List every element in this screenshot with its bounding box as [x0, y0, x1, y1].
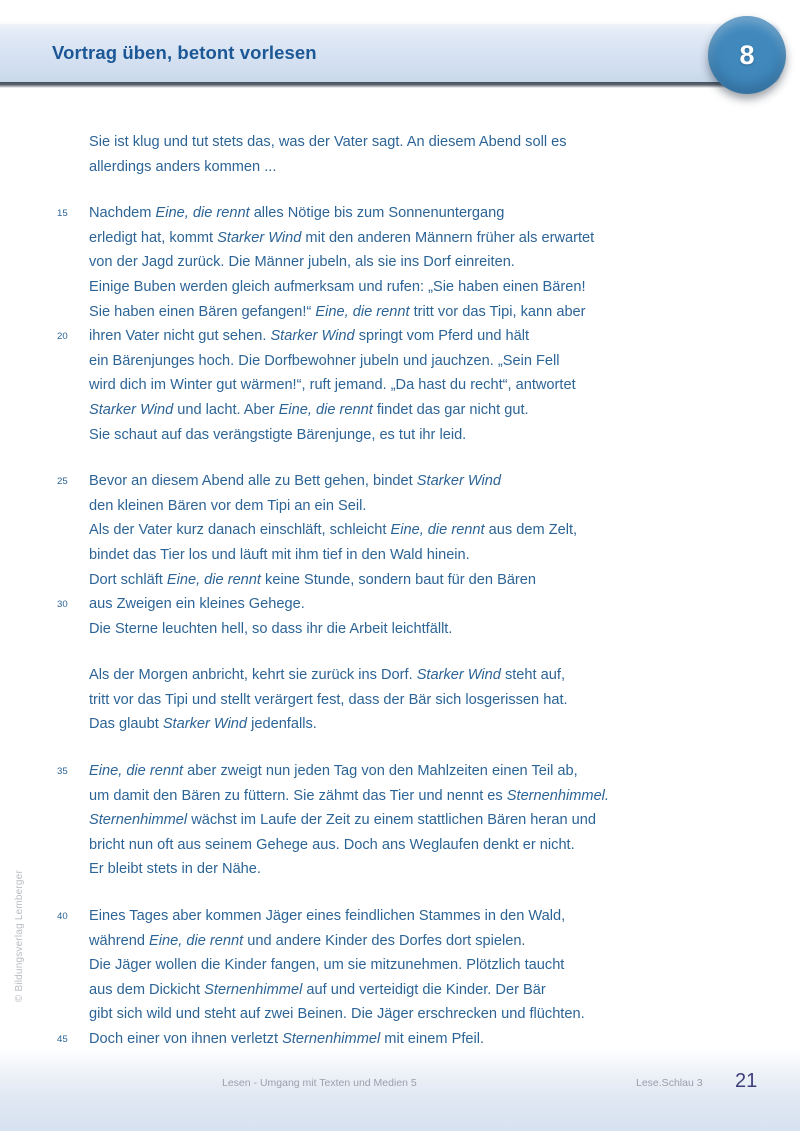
text-segment: wird dich im Winter gut wärmen!“, ruft jemand. „Da hast du recht“, antwortet: [89, 377, 576, 394]
text-segment: Als der Vater kurz danach einschläft, schleicht: [89, 522, 391, 539]
text-paragraph: [0, 663, 800, 737]
footer-band: [0, 1048, 800, 1131]
text-segment: Eines Tages aber kommen Jäger eines feindlichen Stammes in den Wald,: [89, 908, 566, 925]
text-segment: ein Bärenjunges hoch. Die Dorfbewohner jubeln und jauchzen. „Sein Fell: [89, 352, 560, 369]
text-line: [0, 784, 800, 809]
text-paragraph: [0, 201, 800, 447]
text-segment: Dort schläft: [89, 571, 167, 588]
text-line: [0, 592, 800, 617]
text-segment: springt vom Pferd und hält: [354, 328, 530, 345]
text-paragraph: [0, 130, 800, 179]
text-segment: Sie ist klug und tut stets das, was der Vater sagt. An diesem Abend soll es: [89, 134, 567, 150]
text-line: [0, 226, 800, 251]
text-line: [0, 373, 800, 398]
text-line: [0, 130, 800, 155]
line-number: 45: [57, 1034, 68, 1045]
text-line: [0, 275, 800, 300]
text-segment: Nachdem: [89, 205, 156, 222]
emphasized-name: Sternenhimmel: [89, 812, 188, 829]
reading-text-body: [0, 130, 800, 1052]
emphasized-name: Sternenhimmel.: [506, 787, 609, 804]
emphasized-name: Eine, die rennt: [149, 932, 244, 949]
text-segment: Sie haben einen Bären gefangen!“: [89, 303, 316, 320]
text-line: [0, 568, 800, 593]
text-segment: Er bleibt stets in der Nähe.: [89, 861, 261, 878]
text-segment: aus Zweigen ein kleines Gehege.: [89, 596, 305, 613]
text-line: [0, 808, 800, 833]
text-segment: Einige Buben werden gleich aufmerksam und rufen: „Sie haben einen Bären!: [89, 278, 586, 295]
text-line: [0, 300, 800, 325]
emphasized-name: Starker Wind: [217, 229, 302, 246]
text-line: [0, 688, 800, 713]
text-segment: allerdings anders kommen ...: [89, 158, 277, 175]
page-title: Vortrag üben, betont vorlesen: [52, 42, 317, 63]
text-line: [0, 423, 800, 448]
emphasized-name: Eine, die rennt: [155, 205, 250, 222]
text-paragraph: [0, 469, 800, 641]
line-number: 35: [57, 766, 68, 778]
header-shadow-line: [0, 82, 752, 88]
text-segment: mit den anderen Männern früher als erwartet: [301, 229, 595, 246]
text-paragraph: [0, 759, 800, 882]
text-line: [0, 494, 800, 519]
text-line: [0, 904, 800, 929]
text-segment: gibt sich wild und steht auf zwei Beinen. Die Jäger erschrecken und flüchten.: [89, 1006, 585, 1023]
text-line: [0, 398, 800, 423]
text-segment: mit einem Pfeil.: [380, 1031, 485, 1047]
text-segment: alles Nötige bis zum Sonnenuntergang: [249, 205, 505, 222]
emphasized-name: Sternenhimmel: [282, 1031, 381, 1047]
line-number: 20: [57, 331, 68, 343]
page-header: [0, 22, 800, 84]
text-line: [0, 1002, 800, 1027]
emphasized-name: Eine, die rennt: [166, 571, 261, 588]
emphasized-name: Eine, die rennt: [89, 763, 184, 780]
text-line: [0, 833, 800, 858]
text-line: [0, 324, 800, 349]
text-segment: aus dem Dickicht: [89, 981, 205, 998]
text-line: [0, 201, 800, 226]
emphasized-name: Starker Wind: [416, 667, 501, 684]
text-line: [0, 663, 800, 688]
text-segment: bricht nun oft aus seinem Gehege aus. Doch ans Weglaufen denkt er nicht.: [89, 836, 575, 853]
copyright-notice: © Bildungsverlag Lemberger: [14, 870, 25, 1003]
text-line: [0, 617, 800, 642]
text-segment: Sie schaut auf das verängstigte Bärenjunge, es tut ihr leid.: [89, 426, 467, 443]
text-segment: aus dem Zelt,: [484, 522, 578, 539]
line-number: 30: [57, 599, 68, 611]
emphasized-name: Eine, die rennt: [315, 303, 410, 320]
text-line: [0, 250, 800, 275]
footer-series-label: Lese.Schlau 3: [636, 1077, 703, 1089]
text-segment: Die Sterne leuchten hell, so dass ihr die Arbeit leichtfällt.: [89, 620, 453, 637]
text-segment: auf und verteidigt die Kinder. Der Bär: [302, 981, 546, 998]
text-segment: jedenfalls.: [247, 716, 317, 733]
text-line: [0, 543, 800, 568]
text-segment: erledigt hat, kommt: [89, 229, 218, 246]
emphasized-name: Eine, die rennt: [390, 522, 485, 539]
text-line: [0, 155, 800, 180]
text-segment: keine Stunde, sondern baut für den Bären: [260, 571, 537, 588]
text-line: [0, 978, 800, 1003]
text-segment: aber zweigt nun jeden Tag von den Mahlzeiten einen Teil ab,: [183, 763, 578, 780]
text-line: [0, 953, 800, 978]
text-segment: findet das gar nicht gut.: [372, 401, 529, 418]
emphasized-name: Sternenhimmel: [204, 981, 303, 998]
text-segment: bindet das Tier los und läuft mit ihm tief in den Wald hinein.: [89, 546, 470, 563]
text-paragraph: [0, 904, 800, 1052]
text-segment: tritt vor das Tipi und stellt verärgert fest, dass der Bär sich losgerissen hat.: [89, 691, 568, 708]
emphasized-name: Starker Wind: [270, 328, 355, 345]
line-number: 15: [57, 208, 68, 220]
exercise-number-label: 8: [739, 39, 755, 70]
text-segment: den kleinen Bären vor dem Tipi an ein Seil.: [89, 497, 367, 514]
text-segment: von der Jagd zurück. Die Männer jubeln, als sie ins Dorf einreiten.: [89, 254, 515, 271]
text-segment: und andere Kinder des Dorfes dort spielen.: [243, 932, 526, 949]
text-line: [0, 712, 800, 737]
emphasized-name: Eine, die rennt: [278, 401, 373, 418]
emphasized-name: Starker Wind: [416, 473, 501, 490]
footer-page-number: 21: [735, 1070, 758, 1092]
footer-subject-label: Lesen - Umgang mit Texten und Medien 5: [222, 1077, 417, 1089]
text-line: [0, 857, 800, 882]
text-line: [0, 759, 800, 784]
line-number: 25: [57, 476, 68, 488]
emphasized-name: Starker Wind: [162, 716, 248, 733]
text-segment: und lacht. Aber: [173, 401, 279, 418]
text-segment: ihren Vater nicht gut sehen.: [89, 328, 271, 345]
line-number: 40: [57, 911, 68, 923]
text-segment: wächst im Laufe der Zeit zu einem stattlichen Bären heran und: [187, 812, 597, 829]
text-segment: Als der Morgen anbricht, kehrt sie zurück ins Dorf.: [89, 667, 417, 684]
text-segment: Doch einer von ihnen verletzt: [89, 1031, 283, 1047]
text-segment: Die Jäger wollen die Kinder fangen, um sie mitzunehmen. Plötzlich taucht: [89, 957, 565, 974]
text-segment: um damit den Bären zu füttern. Sie zähmt das Tier und nennt es: [89, 787, 507, 804]
text-segment: tritt vor das Tipi, kann aber: [409, 303, 586, 320]
text-segment: steht auf,: [500, 667, 565, 684]
text-line: [0, 349, 800, 374]
exercise-number-badge: [708, 16, 786, 94]
text-line: [0, 929, 800, 954]
text-line: [0, 518, 800, 543]
text-line: [0, 469, 800, 494]
text-segment: Das glaubt: [89, 716, 163, 733]
emphasized-name: Starker Wind: [89, 401, 174, 418]
text-segment: Bevor an diesem Abend alle zu Bett gehen, bindet: [89, 473, 417, 490]
text-segment: während: [89, 932, 150, 949]
